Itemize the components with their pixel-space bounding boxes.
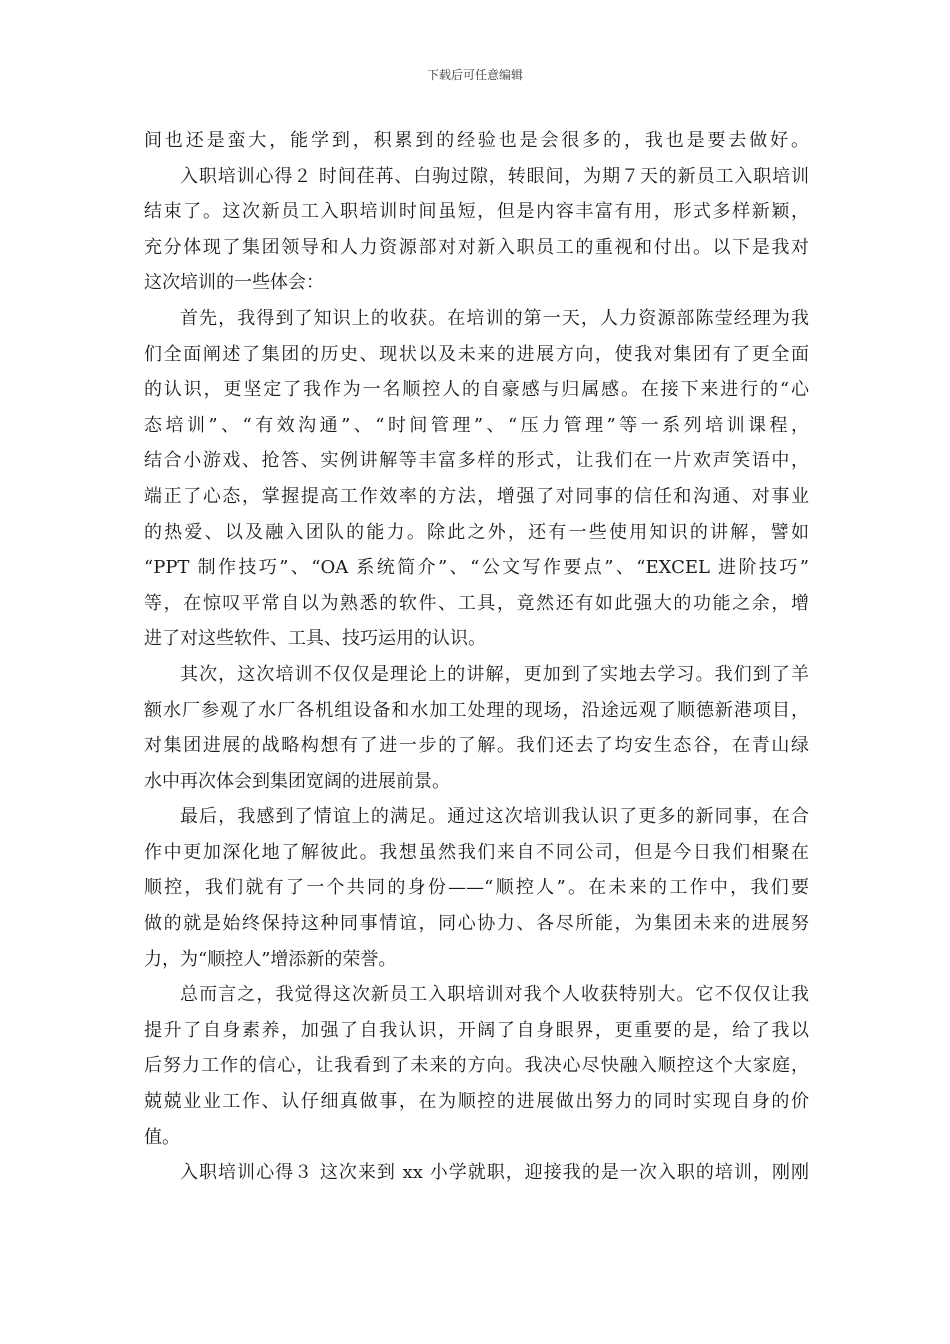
text-line: 进了对这些软件、工具、技巧运用的认识。 (144, 628, 486, 650)
text-line: 端正了心态，掌握提高工作效率的方法，增强了对同事的信任和沟通、对事业 (144, 485, 809, 507)
paragraph-start-line: 最后，我感到了情谊上的满足。通过这次培训我认识了更多的新同事，在合 (180, 806, 809, 828)
text-line: 额水厂参观了水厂各机组设备和水加工处理的现场，沿途远观了顺德新港项目， (144, 699, 809, 721)
paragraph-start-line: 首先，我得到了知识上的收获。在培训的第一天，人力资源部陈莹经理为我 (180, 307, 809, 329)
paragraph-start-line: 入职培训心得２ 时间荏苒、白驹过隙，转眼间，为期７天的新员工入职培训 (180, 165, 809, 187)
text-line: 结束了。这次新员工入职培训时间虽短，但是内容丰富有用，形式多样新颖， (144, 201, 809, 223)
text-line: 结合小游戏、抢答、实例讲解等丰富多样的形式，让我们在一片欢声笑语中， (144, 450, 809, 472)
text-line: 对集团进展的战略构想有了进一步的了解。我们还去了均安生态谷，在青山绿 (144, 735, 809, 757)
text-line: 态培训”、“有效沟通”、“时间管理”、“压力管理”等一系列培训课程， (144, 414, 809, 436)
text-line: 们全面阐述了集团的历史、现状以及未来的进展方向，使我对集团有了更全面 (144, 343, 809, 365)
text-line: 顺控，我们就有了一个共同的身份——“顺控人”。在未来的工作中，我们要 (144, 877, 809, 899)
paragraph-start-line: 总而言之，我觉得这次新员工入职培训对我个人收获特别大。它不仅仅让我 (180, 984, 809, 1006)
text-line: 等，在惊叹平常自以为熟悉的软件、工具，竟然还有如此强大的功能之余，增 (144, 592, 809, 614)
text-line: 作中更加深化地了解彼此。我想虽然我们来自不同公司，但是今日我们相聚在 (144, 841, 809, 863)
text-line: 间也还是蛮大，能学到，积累到的经验也是会很多的，我也是要去做好。 (144, 130, 809, 151)
paragraph-start-line: 其次，这次培训不仅仅是理论上的讲解，更加到了实地去学习。我们到了羊 (180, 663, 809, 685)
page-header: 下载后可任意编辑 (426, 68, 523, 82)
text-line: 这次培训的一些体会： (144, 272, 324, 294)
text-line: 兢兢业业工作、认仔细真做事，在为顺控的进展做出努力的同时实现自身的价 (144, 1091, 809, 1113)
text-line: “PPT 制作技巧”、“OA 系统简介”、“公文写作要点”、“EXCEL 进阶技巧” (144, 557, 809, 579)
text-line: 提升了自身素养，加强了自我认识，开阔了自身眼界，更重要的是，给了我以 (144, 1019, 809, 1041)
text-line: 做的就是始终保持这种同事情谊，同心协力、各尽所能，为集团未来的进展努 (144, 913, 809, 935)
text-line: 的认识，更坚定了我作为一名顺控人的自豪感与归属感。在接下来进行的“心 (144, 379, 809, 401)
text-line: 值。 (144, 1126, 180, 1148)
text-line: 力，为“顺控人”增添新的荣誉。 (144, 948, 397, 970)
text-line: 的热爱、以及融入团队的能力。除此之外，还有一些使用知识的讲解，譬如 (144, 521, 809, 543)
document-body (144, 123, 809, 1191)
text-line: 后努力工作的信心，让我看到了未来的方向。我决心尽快融入顺控这个大家庭， (144, 1055, 809, 1077)
text-line: 水中再次体会到集团宽阔的进展前景。 (144, 770, 450, 792)
text-line: 充分体现了集团领导和人力资源部对对新入职员工的重视和付出。以下是我对 (144, 236, 809, 258)
paragraph-start-line: 入职培训心得３ 这次来到 xx 小学就职，迎接我的是一次入职的培训，刚刚 (180, 1162, 809, 1184)
